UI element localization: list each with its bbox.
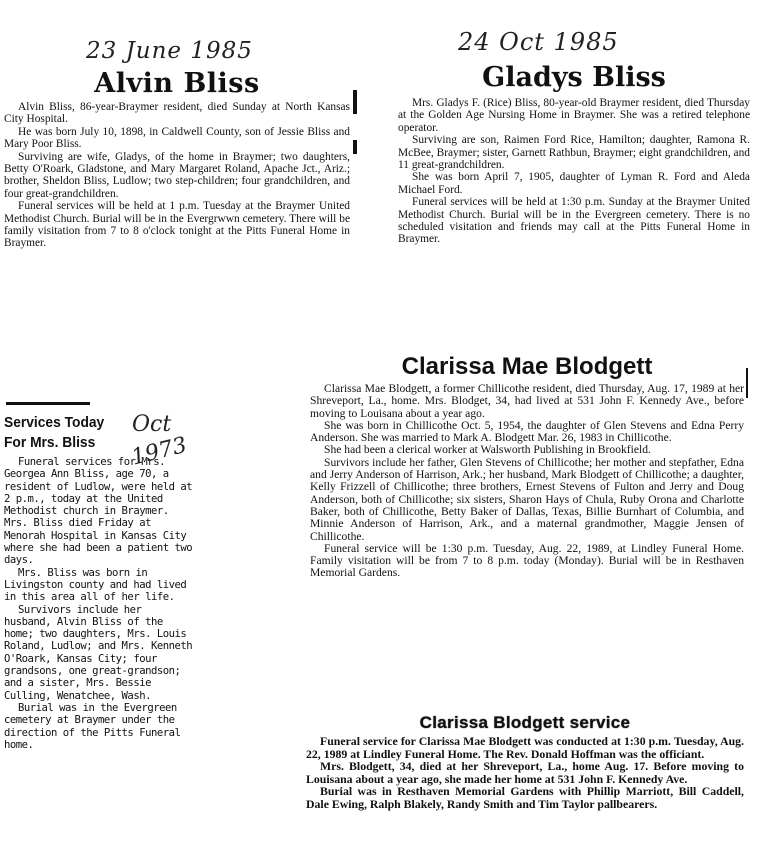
georgea-date-note-month: Oct — [132, 412, 172, 437]
georgea-body — [4, 456, 194, 751]
georgea-title-line-1: Services Today — [4, 414, 105, 431]
georgea-paragraph-2: Mrs. Bliss was born in Livingston county and had lived in this area all of her life. — [4, 566, 187, 604]
gladys-body — [398, 97, 750, 246]
alvin-title: Alvin Bliss — [94, 68, 260, 99]
clarissa-service-clipping — [306, 712, 744, 810]
gladys-paragraph-4: Funeral services will be held at 1:30 p.m. Sunday at the Braymer United Methodist Church. Burial will be in the Evergreen cemetery. There is no scheduled visitation and friends may call at the Pitts Funeral Home in Braymer. — [398, 196, 750, 246]
georgea-date-note-year: 1973 — [128, 432, 190, 471]
clarissa-service-paragraph-3: Burial was in Resthaven Memorial Gardens with Phillip Marriott, Bill Caddell, Dale Ewing, Ralph Blakely, Randy Smith and Tim Taylor pallbearers. — [306, 784, 744, 811]
clarissa-paragraph-1: Clarissa Mae Blodgett, a former Chillicothe resident, died Thursday, Aug. 17, 1989 at her Shreveport, La., home. Mrs. Blodget, 34, had lived at 531 John F. Kennedy Ave., before moving to Louisana about a year ago. — [310, 382, 744, 420]
clarissa-title: Clarissa Mae Blodgett — [401, 353, 653, 380]
alvin-paragraph-1: Alvin Bliss, 86-year-Braymer resident, died Sunday at North Kansas City Hospital. — [4, 101, 350, 126]
clarissa-paragraph-3: She had been a clerical worker at Walsworth Publishing in Brookfield. — [324, 443, 651, 457]
clarissa-service-title: Clarissa Blodgett service — [419, 713, 631, 732]
clipping-edge-mark — [353, 140, 357, 154]
alvin-bliss-clipping — [4, 68, 350, 250]
georgea-paragraph-1: Funeral services for Mrs. Georgea Ann Bliss, age 70, a resident of Ludlow, were held at 2 p.m., today at the United Methodist church in Braymer. Mrs. Bliss died Friday at Menorah Hospital in Kansas City where she had been a patient two days. — [4, 456, 193, 567]
gladys-date-note: 24 Oct 1985 — [458, 28, 619, 56]
georgea-paragraph-3: Survivors include her husband, Alvin Bliss of the home; two daughters, Mrs. Louis Roland, Ludlow; and Mrs. Kenneth O'Roark, Kansas City; four grandsons, one great-grandson; and a sister, Mrs. Bessie Culling, Wenatchee, Wash. — [4, 603, 193, 702]
clipping-top-rule — [6, 402, 90, 405]
clipping-edge-mark — [353, 90, 357, 114]
clarissa-service-paragraph-1: Funeral service for Clarissa Mae Blodgett was conducted at 1:30 p.m. Tuesday, Aug. 22, 1989 at Lindley Funeral Home. The Rev. Donald Hoffman was the officiant. — [306, 734, 744, 761]
clarissa-service-body — [306, 735, 744, 810]
clarissa-body — [310, 383, 744, 580]
alvin-paragraph-4: Funeral services will be held at 1 p.m. Tuesday at the Braymer United Methodist Church. Burial will be in the Evergrwwn cemetery. There will be family visitation from 7 to 8 o'clock tonight at the Pitts Funeral Home in Braymer. — [4, 200, 350, 250]
clarissa-paragraph-5: Funeral service will be 1:30 p.m. Tuesday, Aug. 22, 1989, at Lindley Funeral Home. Family visitation will be from 7 to 8 p.m. today (Monday). Burial will be in Resthaven Memorial Gardens. — [310, 541, 744, 580]
clarissa-paragraph-2: She was born in Chillicothe Oct. 5, 1954, the daughter of Glen Stevens and Edna Perry Anderson. She was married to Mark A. Blodgett Mar. 26, 1983 in Chillicothe. — [310, 418, 744, 445]
gladys-paragraph-1: Mrs. Gladys F. (Rice) Bliss, 80-year-old Braymer resident, died Thursday at the Golden Age Nursing Home in Braymer. She was a retired telephone operator. — [398, 97, 750, 134]
alvin-paragraph-3: Surviving are wife, Gladys, of the home in Braymer; two daughters, Betty O'Roark, Gladstone, and Mary Margaret Roland, Apache Jct., Ariz.; brother, Sheldon Bliss, Ludlow; two step-children; four grandchildren, and four great-grandchildren. — [4, 150, 350, 200]
clarissa-paragraph-4: Survivors include her father, Glen Stevens of Chillicothe; her mother and stepfather, Edna and Jerry Anderson of Harrison, Ark.; her husband, Mark Blodgett of Chillicothe; a daughter, Kelly Frizzell of Chillicothe; three brothers, Ernest Stevens of Fulton and Jerry and Doug Anderson, both of Chillicothe; six sisters, Sharon Hays of Chula, Ruby Orona and Charlotte Baker, both of Chillicothe, Betty Baker of Dallas, Texas, Billie Burnhart of Columbia, and Minnie Anderson of Harrison, Ark., and a maternal grandmother, Maggie Jensen of Chillicothe. — [310, 455, 744, 543]
gladys-title: Gladys Bliss — [482, 62, 666, 93]
alvin-body — [4, 101, 350, 250]
gladys-paragraph-2: Surviving are son, Raimen Ford Rice, Hamilton; daughter, Ramona R. McBee, Braymer; sister, Garnett Rathbun, Braymer; eight grandchildren, and 11 great-grandchildren. — [398, 134, 750, 172]
alvin-date-note: 23 June 1985 — [86, 38, 253, 64]
clarissa-blodgett-clipping — [310, 352, 744, 580]
clipping-edge-mark — [746, 368, 748, 398]
clarissa-service-paragraph-2: Mrs. Blodgett, 34, died at her Shreveport, La., home Aug. 17. Before moving to Louisana about a year ago, she made her home at 531 John F. Kennedy Ave. — [306, 759, 744, 786]
georgea-title-line-2: For Mrs. Bliss — [4, 434, 96, 451]
gladys-bliss-clipping — [398, 62, 750, 246]
gladys-paragraph-3: She was born April 7, 1905, daughter of Lyman R. Ford and Aleda Michael Ford. — [398, 171, 750, 196]
georgea-paragraph-4: Burial was in the Evergreen cemetery at Braymer under the direction of the Pitts Funeral home. — [4, 701, 181, 751]
alvin-paragraph-2: He was born July 10, 1898, in Caldwell County, son of Jessie Bliss and Mary Poor Bliss. — [4, 125, 350, 151]
